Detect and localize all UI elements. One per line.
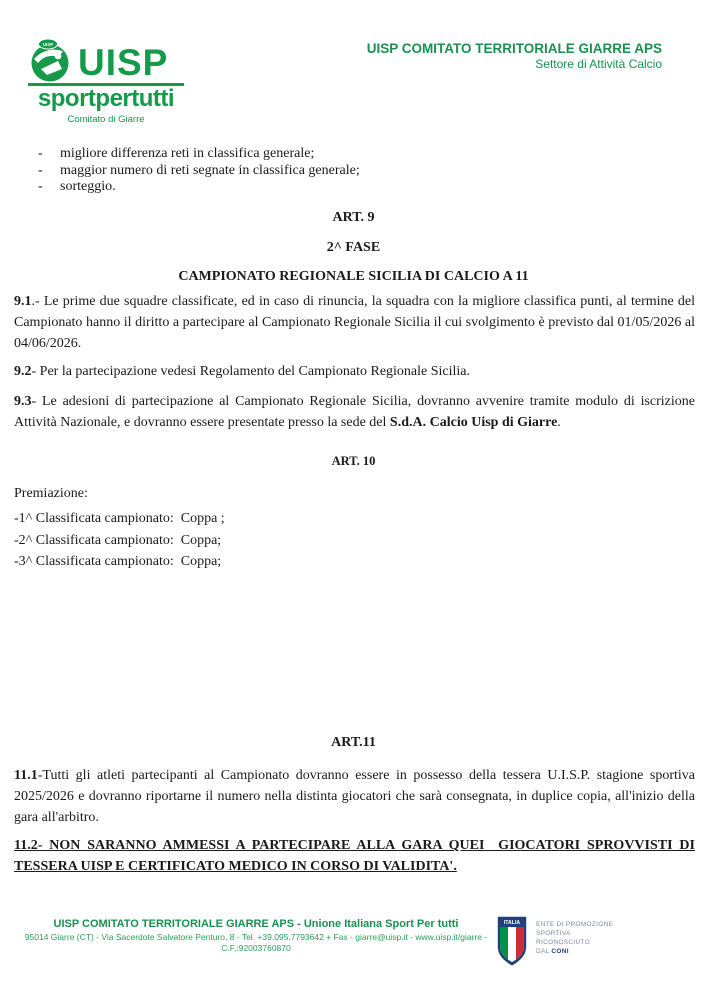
paragraph-9-3-text: - Le adesioni di partecipazione al Campionato Regionale Sicilia, dovranno avvenire tramite modulo di iscrizione Attività Nazionale, e dovranno essere presentate presso la sede del [14,394,695,430]
criteria-list [14,146,695,196]
footer-fiscal-code: C.F.:92003760870 [221,943,291,953]
footer-org-line: UISP COMITATO TERRITORIALE GIARRE APS - Unione Italiana Sport Per tutti [53,918,459,930]
heading-campionato: CAMPIONATO REGIONALE SICILIA DI CALCIO A 11 [178,269,529,284]
coni-badge [497,916,613,967]
paragraph-9-3-bold: S.d.A. Calcio Uisp di Giarre [389,415,558,430]
coni-caption [536,920,613,956]
premiazione-label: Premiazione: [14,486,88,501]
uisp-logo [28,38,184,125]
paragraph-11-1-text: -Tutti gli atleti partecipanti al Campionato dovranno essere in possesso della tessera U.I.S.P. stagione sportiva 2025/2026 e dovranno riportarne il numero nella distinta giocatori che sarà consegnata, in duplice copia, all'inizio della gara all'arbitro. [14,768,695,825]
bullet-dash: - [38,146,43,161]
list-item [14,146,695,163]
paragraph-11-1-label: 11.1 [14,768,38,783]
list-item-text: migliore differenza reti in classifica generale; [60,146,315,161]
heading-art10: ART. 10 [331,454,376,468]
paragraph-11-1 [14,765,695,828]
list-item-text: maggior numero di reti segnate in classifica generale; [60,162,360,178]
uisp-logo-row [28,38,184,86]
coni-name: CONI [551,948,569,955]
paragraph-11-2: 11.2- NON SARANNO AMMESSI A PARTECIPARE ALLA GARA QUEI GIOCATORI SPROVVISTI DI TESSERA UISP E CERTIFICATO MEDICO IN CORSO DI VALIDITA'. [14,838,695,874]
bullet-dash: - [38,179,43,194]
logo-uisp-wordmark: UISP [78,42,169,83]
coni-caption-line: SPORTIVA [536,930,571,937]
logo-committee: Comitato di Giarre [67,114,145,125]
premiazione-item: -2^ Classificata campionato: Coppa; [14,532,222,548]
premiazione-item: -3^ Classificata campionato: Coppa; [14,554,222,570]
italia-shield-label: ITALIA [503,920,521,927]
org-title: UISP COMITATO TERRITORIALE GIARRE APS [366,41,662,56]
bullet-dash: - [38,162,43,178]
paragraph-9-1 [14,291,695,354]
list-item-text: sorteggio. [60,179,116,194]
coni-caption-line: RICONOSCIUTO [536,939,591,946]
footer [0,917,512,954]
premiazione-item: -1^ Classificata campionato: Coppa ; [14,510,225,526]
paragraph-9-1-text: .- Le prime due squadre classificate, ed in caso di rinuncia, la squadra con la migliore classifica punti, al termine del Campionato hanno il diritto a partecipare al Campionato Regionale Sicilia il cui svolgimento è previsto dal 01/05/2026 al 04/06/2026. [14,294,695,351]
coni-caption-line [536,947,613,956]
heading-fase: 2^ FASE [326,240,381,255]
paragraph-9-2-text: - Per la partecipazione vedesi Regolamento del Campionato Regionale Sicilia. [31,364,471,379]
footer-address: 95014 Giarre (CT) - Via Sacerdote Salvatore Penturo, 8 - Tel. +39.095.7793642 + Fax - giarre@uisp.it - www.uisp.it/giarre - [24,932,488,942]
paragraph-9-1-label: 9.1 [14,294,32,309]
org-subtitle: Settore di Attività Calcio [535,57,662,71]
uisp-emblem-icon [28,38,76,82]
paragraph-9-2-label: 9.2 [14,364,32,379]
heading-art11: ART.11 [331,735,376,750]
paragraph-9-3-label: 9.3 [14,394,32,409]
paragraph-9-3-period: . [557,415,561,430]
coni-caption-line: ENTE DI PROMOZIONE [536,921,614,928]
premiazione-section [14,483,695,573]
heading-art9: ART. 9 [332,210,375,225]
org-header [367,40,662,72]
paragraph-9-2 [14,361,695,382]
paragraph-9-3 [14,391,695,433]
list-item [14,179,695,196]
list-item [14,163,695,180]
logo-tagline: sportpertutti [37,85,175,112]
italia-shield-icon [497,916,527,967]
coni-dal: DAL [536,948,552,955]
uisp-emblem-label: UISP [42,42,54,47]
